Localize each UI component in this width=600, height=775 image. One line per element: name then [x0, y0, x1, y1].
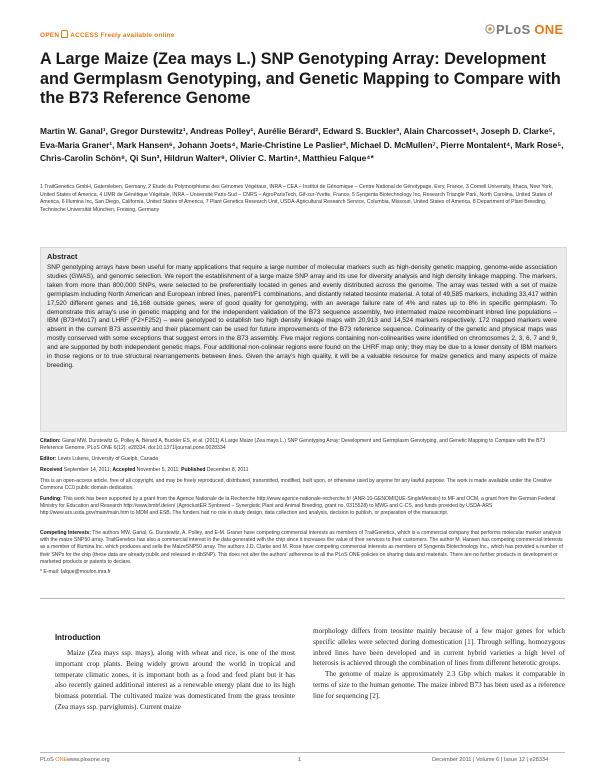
access-label: ACCESS	[70, 32, 99, 39]
published-date: December 8, 2011	[206, 467, 249, 473]
received-label: Received	[40, 467, 63, 473]
author-list: Martin W. Ganal¹, Gregor Durstewitz¹, Andreas Polley¹, Aurélie Bérard², Edward S. Buckler³, Alain Charcosset⁴, Joseph D. Clarke⁵, Eva-Maria Graner¹, Mark Hansen⁶, Johann Joets⁴, Marie-Christine Le Paslier², Michael D. McMullen⁷, Pierre Montalent⁴, Mark Rose⁵, Chris-Carolin Schön⁸, Qi Sun³, Hildrun Walter⁸, Olivier C. Martin⁴, Matthieu Falque⁴*	[40, 126, 564, 164]
footer-url[interactable]: www.plosone.org	[67, 757, 110, 763]
intro-paragraph: Maize (Zea mays ssp. mays), along with wheat and rice, is one of the most important crop plants. Being widely grown around the world in tropical and temperate climatic zones, it is important both as a food and feed plant but it has also recently gained additional interest as a renewable energy plant due to its high biomass potential. The cultivated maize was domesticated from the grass teosinte (Zea mays ssp. parviglumis). Current maize	[55, 649, 295, 711]
article-title: A Large Maize (Zea mays L.) SNP Genotyping Array: Development and Germplasm Genotyping, and Genetic Mapping to Compare with the B73 Reference Genome	[40, 50, 561, 107]
accepted-label: Accepted	[112, 467, 136, 473]
open-label: OPEN	[40, 32, 60, 39]
footer-divider	[40, 752, 565, 753]
issue-info: December 2011 | Volume 6 | Issue 12 | e28334	[432, 757, 549, 763]
body-column-right	[313, 626, 565, 702]
abstract-text: SNP genotyping arrays have been useful for many applications that require a large number of molecular markers such as high-density genetic mapping, genome-wide association studies (GWAS), and genomic selection. We report the establishment of a large maize SNP array and its use for diversity analysis and high density linkage mapping. The markers, taken from more than 800,000 SNPs, were selected to be preferentially located in genes and evenly distributed across the genome. The array was tested with a set of maize germplasm including North American and European inbred lines, parent/F1 combinations, and distantly related teosinte material. A total of 49,585 markers, including 33,417 within 17,520 different genes and 16,168 outside genes, were of good quality for genotyping, with an average failure rate of 4% and rates up to 8% in specific germplasm. To demonstrate this array's use in genetic mapping and for the independent validation of the B73 sequence assembly, two intermated maize recombinant inbred line populations – IBM (B73×Mo17) and LHRF (F2×F252) – were genotyped to establish two high density linkage maps with 20,913 and 14,524 markers respectively. 172 mapped markers were absent in the current B73 assembly and their placement can be used for future improvements of the B73 reference sequence. Colinearity of the genetic and physical maps was mostly conserved with some exceptions that suggest errors in the B73 assembly. Five major regions containing non-colinearities were identified on chromosomes 2, 3, 6, 7 and 9, and are supported by both independent genetic maps. Four additional non-colinear regions were found on the LHRF map only; they may be due to a lower density of IBM markers in those regions or to true structural rearrangements between lines. Given the array's high quality, it will be a valuable resource for maize genetics and many aspects of maize breeding.	[47, 264, 557, 369]
page-number: 1	[298, 757, 302, 763]
abstract-heading: Abstract	[47, 252, 78, 261]
funding	[40, 496, 565, 518]
citation-text: Ganal MW, Durstewitz G, Polley A, Bérard A, Buckler ES, et al. (2011) A Large Maize (Zea mays L.) SNP Genotyping Array: Development and Germplasm Genotyping, and Genetic Mapping to Compare with the B73 Reference Genome. PLoS ONE 6(12): e28334. doi:10.1371/journal.pone.0028334	[40, 438, 546, 452]
divider	[40, 598, 565, 599]
accepted-date: November 5, 2011;	[136, 467, 180, 473]
funding-label: Funding:	[40, 496, 62, 502]
footer-logo-plos: PLoS	[40, 757, 54, 763]
body-column-left	[55, 648, 295, 713]
footer-logo	[40, 757, 67, 763]
freely-available-label: Freely available online	[100, 32, 175, 39]
editor-label: Editor:	[40, 456, 57, 462]
published-label: Published	[181, 467, 206, 473]
received-date: September 14, 2011;	[63, 467, 111, 473]
affiliations: 1 TraitGenetics GmbH, Gatersleben, Germany, 2 Etude du Polymorphisme des Génomes Végétaux, INRA – CEA – Institut de Génomique – Centre National de Génotypage, Evry, France, 3 Cornell University, Ithaca, New York, United States of America, 4 UMR de Génétique Végétale, INRA – Université Paris-Sud – CNRS – AgroParisTech, Gif-sur-Yvette, France, 5 Syngenta Biotechnology Inc, Research Triangle Park, North Carolina, United States of America, 6 Illumina Inc, San Diego, California, United States of America, 7 Plant Genetics Research Unit, USDA-Agricultural Research Service, Columbia, Missouri, United States of America, 8 Department of Plant Breeding, Technische Universität München, Freising, Germany	[40, 184, 553, 213]
dates	[40, 467, 565, 474]
open-access-banner	[40, 30, 175, 39]
editor	[40, 456, 565, 463]
editor-text: Lewis Lukens, University of Guelph, Canada	[57, 456, 159, 462]
logo-one: ONE	[534, 22, 564, 37]
copyright-statement: This is an open-access article, free of all copyright, and may be freely reproduced, distributed, transmitted, modified, built upon, or otherwise used by anyone for any lawful purpose. The work is made available under the Creative Commons CC0 public domain dedication.	[40, 478, 552, 492]
citation	[40, 438, 565, 452]
competing-text: The authors MW. Ganal, G. Durstewitz, A. Polley, and E-M. Graner have competing commercial interests as members of TraitGenetics, which is a commercial company that performs molecular marker analysis with the maize SNP50 array. TraitGenetics has also a commercial interest in the data generated with the chip since it increases the value of their services to their customers. The author M. Hansen has competing commercial interests as a member of Illumina Inc. which produces and sells the MaizeSNP50 array. The authors J.D. Clarke and M. Rose have competing commercial interests as members of Syngenta Biotechnology Inc., which has provided a number of their SNPs for the chip (these data are already public and released in dbSNP). This does not alter the authors' adherence to all the PLoS ONE policies on sharing data and materials. There are no further products in development or marketed products or patents to declare.	[40, 530, 564, 565]
competing-interests	[40, 530, 565, 566]
logo-plos: PLoS	[496, 22, 531, 37]
open-access-lock-icon	[61, 30, 68, 38]
footer-logo-one: ONE	[55, 757, 68, 763]
plos-logo-icon	[485, 23, 495, 35]
citation-label: Citation:	[40, 438, 61, 444]
competing-label: Competing Interests:	[40, 530, 91, 536]
intro-paragraph: The genome of maize is approximately 2.3 Gbp which makes it comparable in terms of size to the human genome. The maize inbred B73 has been used as a reference line for sequencing [2].	[313, 670, 565, 700]
journal-logo	[496, 22, 563, 37]
funding-text: This work has been supported by a grant from the Agence Nationale de la Recherche http://www.agence-nationale-recherche.fr/ (ANR-10-GENOMIQUE-SingleMeiosis) to MF and OCM, a grant from the German Federal Ministry for Education and Research http://www.bmbf.de/en/ (AgroclustER Synbreed – Synergistic Plant and Animal Breeding, grant no. 0315528) to MWG and C-CS, and funds provided by USDA-ARS http://www.ars.usda.gov/main/main.htm to MDM and ESB. The funders had no role in study design, data collection and analysis, decision to publish, or preparation of the manuscript.	[40, 496, 556, 517]
introduction-heading: Introduction	[55, 633, 101, 642]
corresponding-email: * E-mail: falque@moulon.inra.fr	[40, 569, 111, 575]
intro-paragraph: morphology differs from teosinte mainly because of a few major genes for which specific alleles were selected during domestication [1]. Through selfing, homozygous inbred lines have been developed and in current hybrid varieties a high level of heterosis is achieved through the combination of lines from different heterotic groups.	[313, 627, 565, 668]
